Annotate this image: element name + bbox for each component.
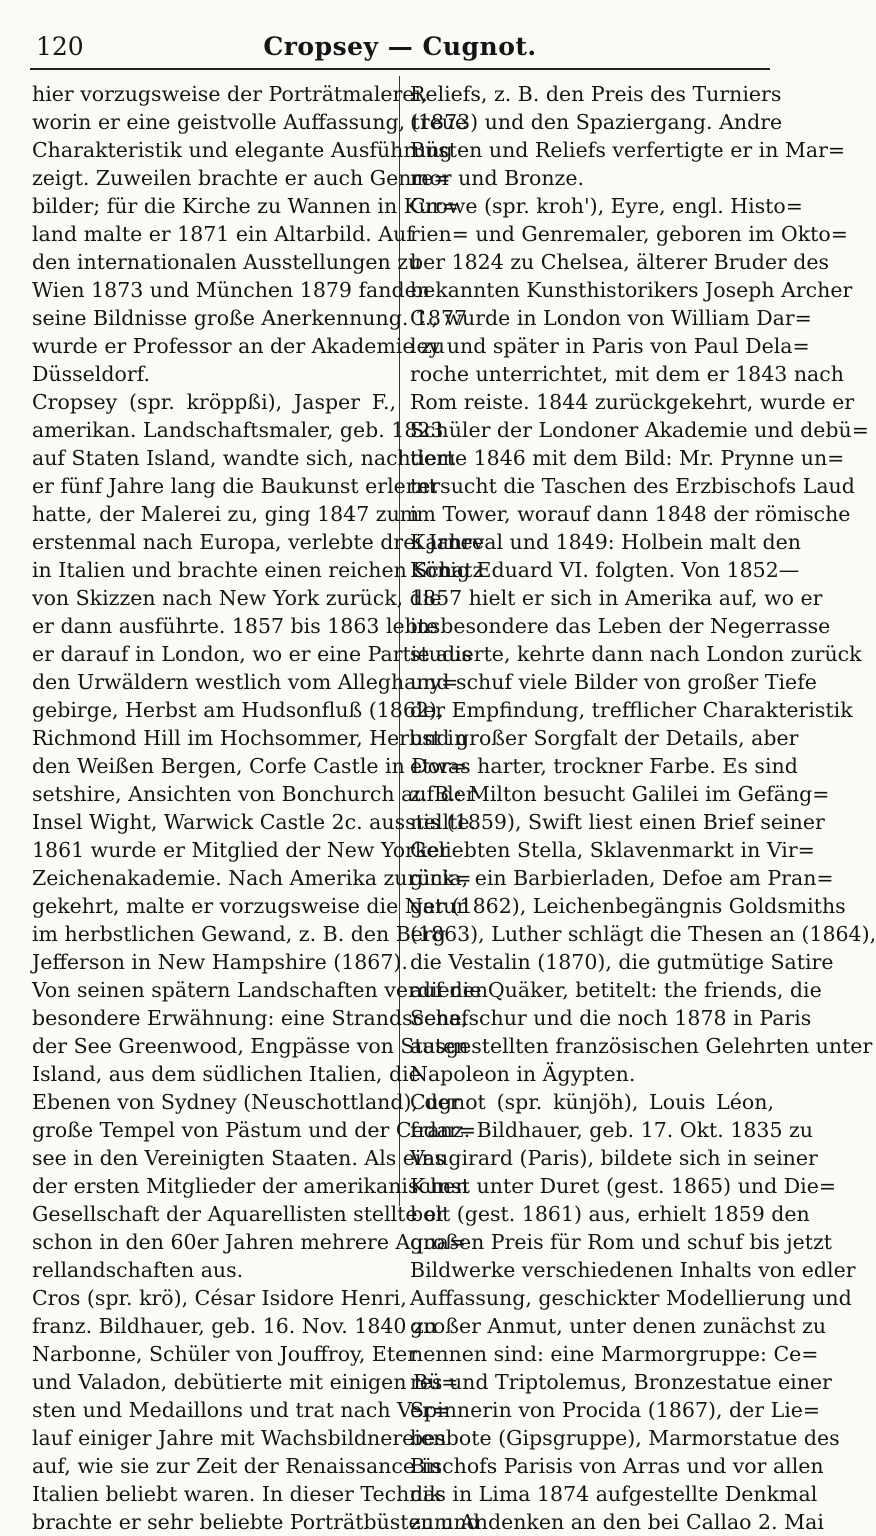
text-line: großen Preis für Rom und schuf bis jetzt (410, 1230, 833, 1254)
header-rule (30, 68, 770, 70)
text-line: Rom reiste. 1844 zurückgekehrt, wurde er (410, 390, 855, 414)
text-line: großer Anmut, unter denen zunächst zu (410, 1314, 827, 1338)
text-line: auf, wie sie zur Zeit der Renaissance in (32, 1454, 442, 1478)
text-line: und schuf viele Bilder von großer Tiefe (410, 670, 817, 694)
text-line: Bildwerke verschiedenen Inhalts von edler (410, 1258, 856, 1282)
text-line: (1863), Luther schlägt die Thesen an (1864), (410, 922, 876, 946)
text-line: gebirge, Herbst am Hudsonfluß (1862), (32, 698, 444, 722)
text-line: Jefferson in New Hampshire (1867). (32, 950, 408, 974)
text-line: (1873) und den Spaziergang. Andre (410, 110, 783, 134)
text-line: und großer Sorgfalt der Details, aber (410, 726, 799, 750)
text-line: im Tower, worauf dann 1848 der römische (410, 502, 851, 526)
text-line: 1857 hielt er sich in Amerika auf, wo er (410, 586, 823, 610)
text-line: C., wurde in London von William Dar= (410, 306, 812, 330)
text-line: Reliefs, z. B. den Preis des Turniers (410, 82, 782, 106)
text-line: er dann ausführte. 1857 bis 1863 lebte (32, 614, 439, 638)
text-line: studierte, kehrte dann nach London zurück (410, 642, 862, 666)
text-line: land malte er 1871 ein Altarbild. Auf (32, 222, 414, 246)
text-line: rien= und Genremaler, geboren im Okto= (410, 222, 848, 246)
text-line: in Italien und brachte einen reichen Schatz (32, 558, 484, 582)
text-line: 1861 wurde er Mitglied der New Yorker (32, 838, 450, 862)
text-line: ger (1862), Leichenbegängnis Goldsmiths (410, 894, 846, 918)
text-line: seine Bildnisse große Anerkennung. 1877 (32, 306, 468, 330)
text-line: res und Triptolemus, Bronzestatue einer (410, 1370, 832, 1394)
text-line: Insel Wight, Warwick Castle 2c. ausstellte. (32, 810, 476, 834)
text-line: er fünf Jahre lang die Baukunst erlernt (32, 474, 438, 498)
text-line: er darauf in London, wo er eine Partie aus (32, 642, 472, 666)
text-line: die Vestalin (1870), die gutmütige Satire (410, 950, 834, 974)
text-line: insbesondere das Leben der Negerrasse (410, 614, 831, 638)
text-line: Auffassung, geschickter Modellierung und (410, 1286, 852, 1310)
text-line: der Empfindung, trefflicher Charakteristik (410, 698, 853, 722)
text-line: zum Andenken an den bei Callao 2. Mai (410, 1510, 824, 1534)
text-line: franz. Bildhauer, geb. 16. Nov. 1840 zu (32, 1314, 437, 1338)
text-line: franz. Bildhauer, geb. 17. Okt. 1835 zu (410, 1118, 814, 1142)
text-line: tierte 1846 mit dem Bild: Mr. Prynne un= (410, 446, 845, 470)
text-line: brachte er sehr beliebte Porträtbüsten und (32, 1510, 480, 1534)
text-line: von Skizzen nach New York zurück, die (32, 586, 442, 610)
text-line: Düsseldorf. (32, 362, 151, 386)
text-line: Schüler der Londoner Akademie und debü= (410, 418, 869, 442)
text-line: sten und Medaillons und trat nach Ver= (32, 1398, 450, 1422)
text-line: besondere Erwähnung: eine Strandscene, (32, 1006, 469, 1030)
text-line: nennen sind: eine Marmorgruppe: Ce= (410, 1342, 819, 1366)
text-line: das in Lima 1874 aufgestellte Denkmal (410, 1482, 818, 1506)
text-line: etwas harter, trockner Farbe. Es sind (410, 754, 798, 778)
text-line: tersucht die Taschen des Erzbischofs Laud (410, 474, 855, 498)
text-line: Gesellschaft der Aquarellisten stellte er (32, 1202, 446, 1226)
text-line: hier vorzugsweise der Porträtmalerei, (32, 82, 428, 106)
text-line: der ersten Mitglieder der amerikanischen (32, 1174, 469, 1198)
text-line: hatte, der Malerei zu, ging 1847 zum (32, 502, 420, 526)
text-line: Vaugirard (Paris), bildete sich in seiner (410, 1146, 818, 1170)
text-line: nis (1859), Swift liest einen Brief seiner (410, 810, 825, 834)
text-line: Ebenen von Sydney (Neuschottland), der (32, 1090, 460, 1114)
text-line: und Valadon, debütierte mit einigen Bü= (32, 1370, 459, 1394)
text-line: Cugnot (spr. künjöh), Louis Léon, (410, 1090, 774, 1114)
left-column (32, 80, 489, 1536)
page-number: 120 (36, 32, 84, 61)
text-line: bolt (gest. 1861) aus, erhielt 1859 den (410, 1202, 810, 1226)
text-line: gekehrt, malte er vorzugsweise die Natur (32, 894, 467, 918)
right-column (410, 80, 876, 1536)
text-line: ausgestellten französischen Gelehrten unter (410, 1034, 873, 1058)
text-line: Spinnerin von Procida (1867), der Lie= (410, 1398, 821, 1422)
text-line: Richmond Hill im Hochsommer, Herbst in (32, 726, 468, 750)
text-line: Napoleon in Ägypten. (410, 1062, 636, 1086)
text-line: worin er eine geistvolle Auffassung, treue (32, 110, 468, 134)
text-line: Karneval und 1849: Holbein malt den (410, 530, 801, 554)
text-line: im herbstlichen Gewand, z. B. den Berg (32, 922, 446, 946)
text-line: König Eduard VI. folgten. Von 1852— (410, 558, 800, 582)
text-line: roche unterrichtet, mit dem er 1843 nach (410, 362, 844, 386)
text-line: besbote (Gipsgruppe), Marmorstatue des (410, 1426, 840, 1450)
text-line: Bischofs Parisis von Arras und vor allen (410, 1454, 824, 1478)
text-line: Island, aus dem südlichen Italien, die (32, 1062, 421, 1086)
text-line: Büsten und Reliefs verfertigte er in Mar= (410, 138, 846, 162)
text-line: Cros (spr. krö), César Isidore Henri, (32, 1286, 407, 1310)
text-line: bekannten Kunsthistorikers Joseph Archer (410, 278, 853, 302)
text-line: den Weißen Bergen, Corfe Castle in Dor= (32, 754, 468, 778)
text-line: Crowe (spr. kroh'), Eyre, engl. Histo= (410, 194, 803, 218)
text-line: Italien beliebt waren. In dieser Technik (32, 1482, 442, 1506)
text-line: see in den Vereinigten Staaten. Als eins (32, 1146, 446, 1170)
running-title: Cropsey — Cugnot. (263, 32, 537, 61)
text-line: lauf einiger Jahre mit Wachsbildnereien (32, 1426, 447, 1450)
text-line: zeigt. Zuweilen brachte er auch Genre= (32, 166, 451, 190)
text-line: Von seinen spätern Landschaften verdienen (32, 978, 489, 1002)
text-line: auf die Quäker, betitelt: the friends, die (410, 978, 822, 1002)
text-line: den internationalen Ausstellungen zu (32, 250, 422, 274)
text-line: Geliebten Stella, Sklavenmarkt in Vir= (410, 838, 815, 862)
text-line: setshire, Ansichten von Bonchurch auf der (32, 782, 476, 806)
text-line: große Tempel von Pästum und der Cedar= (32, 1118, 476, 1142)
text-line: ley und später in Paris von Paul Dela= (410, 334, 810, 358)
text-line: ber 1824 zu Chelsea, älterer Bruder des (410, 250, 830, 274)
text-line: den Urwäldern westlich vom Alleghany= (32, 670, 459, 694)
text-line: Zeichenakademie. Nach Amerika zurück= (32, 866, 472, 890)
text-line: Kunst unter Duret (gest. 1865) und Die= (410, 1174, 837, 1198)
text-line: Schafschur und die noch 1878 in Paris (410, 1006, 812, 1030)
text-line: wurde er Professor an der Akademie zu (32, 334, 445, 358)
text-line: bilder; für die Kirche zu Wannen in Kur= (32, 194, 459, 218)
text-line: Narbonne, Schüler von Jouffroy, Eter (32, 1342, 418, 1366)
text-line: Cropsey (spr. kröppßi), Jasper F., (32, 390, 396, 414)
text-line: erstenmal nach Europa, verlebte drei Jahre (32, 530, 484, 554)
text-line: auf Staten Island, wandte sich, nachdem (32, 446, 456, 470)
text-line: mor und Bronze. (410, 166, 584, 190)
text-line: z. B.: Milton besucht Galilei im Gefäng= (410, 782, 830, 806)
text-line: schon in den 60er Jahren mehrere Aqua= (32, 1230, 467, 1254)
text-line: Charakteristik und elegante Ausführung (32, 138, 453, 162)
text-line: Wien 1873 und München 1879 fanden (32, 278, 430, 302)
text-line: rellandschaften aus. (32, 1258, 244, 1282)
text-line: ginia, ein Barbierladen, Defoe am Pran= (410, 866, 834, 890)
page-header (30, 28, 770, 68)
text-line: amerikan. Landschaftsmaler, geb. 1823 (32, 418, 444, 442)
text-line: der See Greenwood, Engpässe von Staten (32, 1034, 469, 1058)
